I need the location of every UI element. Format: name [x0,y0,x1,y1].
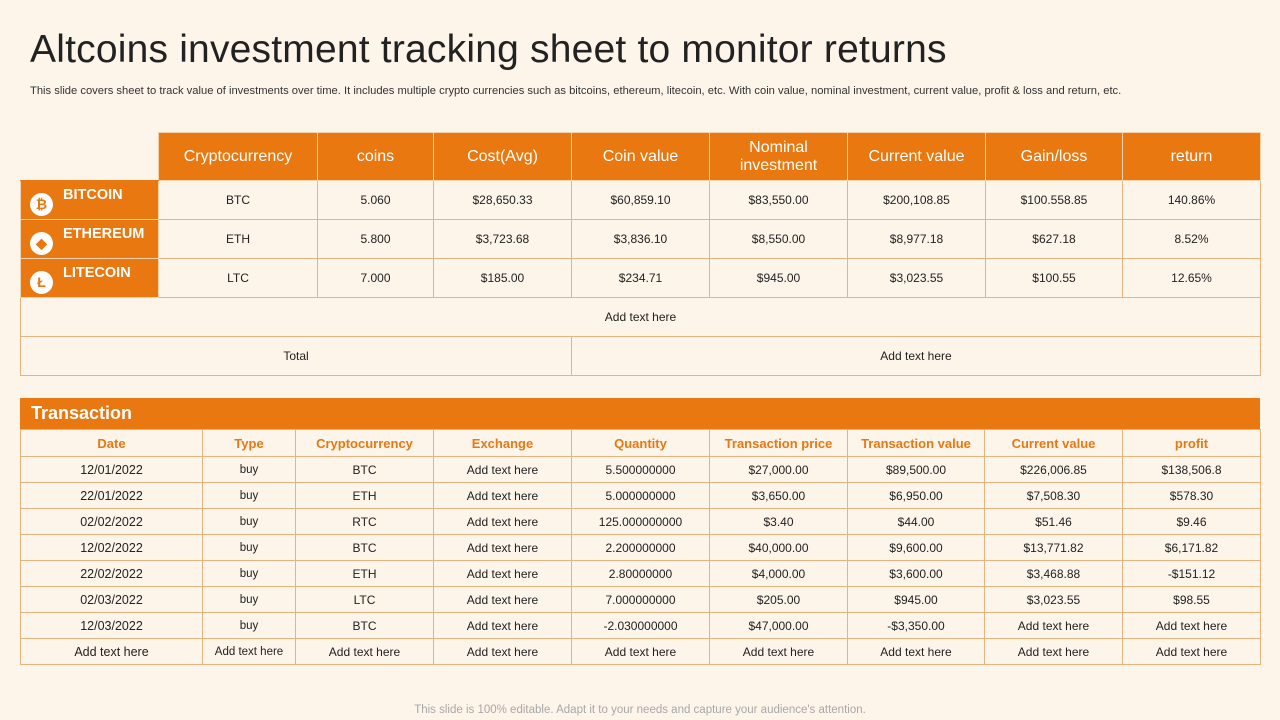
transaction-cell: $6,171.82 [1123,535,1261,561]
transaction-cell: 02/03/2022 [21,587,203,613]
footer-note: This slide is 100% editable. Adapt it to your needs and capture your audience's attention. [414,704,866,716]
transaction-row [21,613,1261,639]
transaction-cell: Add text here [434,561,572,587]
transaction-cell: Add text here [434,535,572,561]
coin-name: BITCOIN [63,187,123,203]
transaction-cell: ETH [296,483,434,509]
transaction-row [21,561,1261,587]
transaction-header-cell: Exchange [434,430,572,457]
transaction-cell: 22/01/2022 [21,483,203,509]
transaction-cell: LTC [296,587,434,613]
portfolio-cell: $8,550.00 [710,220,848,259]
portfolio-header-cell: Gain/loss [986,133,1123,181]
transaction-cell: $27,000.00 [710,457,848,483]
transaction-cell: Add text here [434,587,572,613]
page-title: Altcoins investment tracking sheet to monitor returns [30,28,947,71]
portfolio-cell: $185.00 [434,259,572,298]
transaction-cell: -$151.12 [1123,561,1261,587]
portfolio-cell: $945.00 [710,259,848,298]
total-label: Total [21,337,572,376]
portfolio-cell: $3,723.68 [434,220,572,259]
transaction-cell: Add text here [985,613,1123,639]
portfolio-cell: 7.000 [318,259,434,298]
transaction-cell: RTC [296,509,434,535]
coin-cell [21,220,159,259]
transaction-cell: $7,508.30 [985,483,1123,509]
transaction-cell: Add text here [434,509,572,535]
coin-cell [21,259,159,298]
transaction-cell: Add text here [710,639,848,665]
transaction-cell: $138,506.8 [1123,457,1261,483]
portfolio-cell: $100.558.85 [986,181,1123,220]
transaction-cell: $3,468.88 [985,561,1123,587]
transaction-header-row [21,430,1261,457]
transaction-section-title: Transaction [20,398,1260,429]
portfolio-header-cell: coins [318,133,434,181]
portfolio-cell: $200,108.85 [848,181,986,220]
transaction-cell: Add text here [985,639,1123,665]
transaction-cell: $3,023.55 [985,587,1123,613]
transaction-cell: Add text here [21,639,203,665]
transaction-cell: $945.00 [848,587,985,613]
portfolio-header-row [21,133,1261,181]
transaction-cell: Add text here [848,639,985,665]
transaction-row [21,535,1261,561]
portfolio-row [21,220,1261,259]
portfolio-note-row [21,298,1261,337]
portfolio-header-cell: Cost(Avg) [434,133,572,181]
transaction-header-cell: Date [21,430,203,457]
portfolio-cell: $3,023.55 [848,259,986,298]
portfolio-cell: $627.18 [986,220,1123,259]
transaction-cell: $205.00 [710,587,848,613]
portfolio-cell: 8.52% [1123,220,1261,259]
bitcoin-icon: ₿ [30,193,53,216]
transaction-cell: Add text here [572,639,710,665]
transaction-cell: $226,006.85 [985,457,1123,483]
portfolio-row [21,181,1261,220]
coin-name: LITECOIN [63,265,131,281]
transaction-cell: buy [203,483,296,509]
transaction-cell: 12/01/2022 [21,457,203,483]
transaction-header-cell: Quantity [572,430,710,457]
transaction-cell: buy [203,587,296,613]
transaction-cell: $47,000.00 [710,613,848,639]
transaction-cell: 5.500000000 [572,457,710,483]
transaction-cell: $98.55 [1123,587,1261,613]
portfolio-cell: BTC [159,181,318,220]
portfolio-row [21,259,1261,298]
transaction-cell: buy [203,535,296,561]
transaction-cell: buy [203,613,296,639]
transaction-row [21,483,1261,509]
transaction-cell: Add text here [1123,639,1261,665]
portfolio-cell: $100.55 [986,259,1123,298]
portfolio-cell: 12.65% [1123,259,1261,298]
transaction-cell: $9,600.00 [848,535,985,561]
transaction-header-cell: Transaction value [848,430,985,457]
total-value: Add text here [572,337,1261,376]
portfolio-header-cell: Current value [848,133,986,181]
portfolio-header-cell: Nominal investment [710,133,848,181]
transaction-cell: $9.46 [1123,509,1261,535]
transaction-cell: BTC [296,535,434,561]
transaction-cell: $6,950.00 [848,483,985,509]
portfolio-cell: LTC [159,259,318,298]
transaction-cell: $89,500.00 [848,457,985,483]
portfolio-cell: 5.060 [318,181,434,220]
transaction-cell: $4,000.00 [710,561,848,587]
transaction-cell: Add text here [434,613,572,639]
transaction-cell: 22/02/2022 [21,561,203,587]
portfolio-cell: $3,836.10 [572,220,710,259]
transaction-cell: $51.46 [985,509,1123,535]
portfolio-cell: $8,977.18 [848,220,986,259]
transaction-cell: Add text here [203,639,296,665]
transaction-cell: BTC [296,457,434,483]
ethereum-icon: ◆ [30,232,53,255]
portfolio-header-cell: return [1123,133,1261,181]
transaction-cell: $3,600.00 [848,561,985,587]
portfolio-corner-cell [21,133,159,181]
coin-cell [21,181,159,220]
transaction-row [21,509,1261,535]
page-subtitle: This slide covers sheet to track value of investments over time. It includes multiple crypto currencies such as bitcoins, ethereum, litecoin, etc. With coin value, nominal investment, current value, profit & loss and return, etc. [30,85,1122,97]
portfolio-cell: $234.71 [572,259,710,298]
transaction-cell: $13,771.82 [985,535,1123,561]
transaction-cell: 2.200000000 [572,535,710,561]
transaction-cell: buy [203,457,296,483]
transaction-cell: $3.40 [710,509,848,535]
portfolio-cell: $83,550.00 [710,181,848,220]
transaction-cell: Add text here [1123,613,1261,639]
portfolio-cell: 140.86% [1123,181,1261,220]
transaction-cell: 125.000000000 [572,509,710,535]
transaction-cell: BTC [296,613,434,639]
portfolio-note: Add text here [21,298,1261,337]
transaction-cell: 12/02/2022 [21,535,203,561]
portfolio-cell: ETH [159,220,318,259]
transaction-header-cell: profit [1123,430,1261,457]
transaction-cell: Add text here [434,483,572,509]
transaction-cell: ETH [296,561,434,587]
litecoin-icon: Ł [30,271,53,294]
portfolio-cell: $28,650.33 [434,181,572,220]
transaction-cell: 5.000000000 [572,483,710,509]
transaction-row [21,639,1261,665]
transaction-table [20,429,1261,665]
transaction-cell: buy [203,509,296,535]
transaction-cell: 12/03/2022 [21,613,203,639]
transaction-cell: Add text here [434,639,572,665]
transaction-cell: 02/02/2022 [21,509,203,535]
transaction-cell: 2.80000000 [572,561,710,587]
portfolio-header-cell: Coin value [572,133,710,181]
transaction-cell: $40,000.00 [710,535,848,561]
transaction-header-cell: Current value [985,430,1123,457]
transaction-header-cell: Transaction price [710,430,848,457]
transaction-cell: $3,650.00 [710,483,848,509]
coin-name: ETHEREUM [63,226,145,242]
transaction-header-cell: Type [203,430,296,457]
portfolio-table [20,132,1261,376]
transaction-cell: -$3,350.00 [848,613,985,639]
portfolio-cell: $60,859.10 [572,181,710,220]
transaction-cell: $44.00 [848,509,985,535]
transaction-cell: 7.000000000 [572,587,710,613]
transaction-cell: buy [203,561,296,587]
transaction-header-cell: Cryptocurrency [296,430,434,457]
portfolio-cell: 5.800 [318,220,434,259]
portfolio-header-cell: Cryptocurrency [159,133,318,181]
transaction-cell: Add text here [434,457,572,483]
transaction-row [21,457,1261,483]
transaction-cell: -2.030000000 [572,613,710,639]
transaction-cell: $578.30 [1123,483,1261,509]
transaction-row [21,587,1261,613]
transaction-cell: Add text here [296,639,434,665]
portfolio-total-row [21,337,1261,376]
